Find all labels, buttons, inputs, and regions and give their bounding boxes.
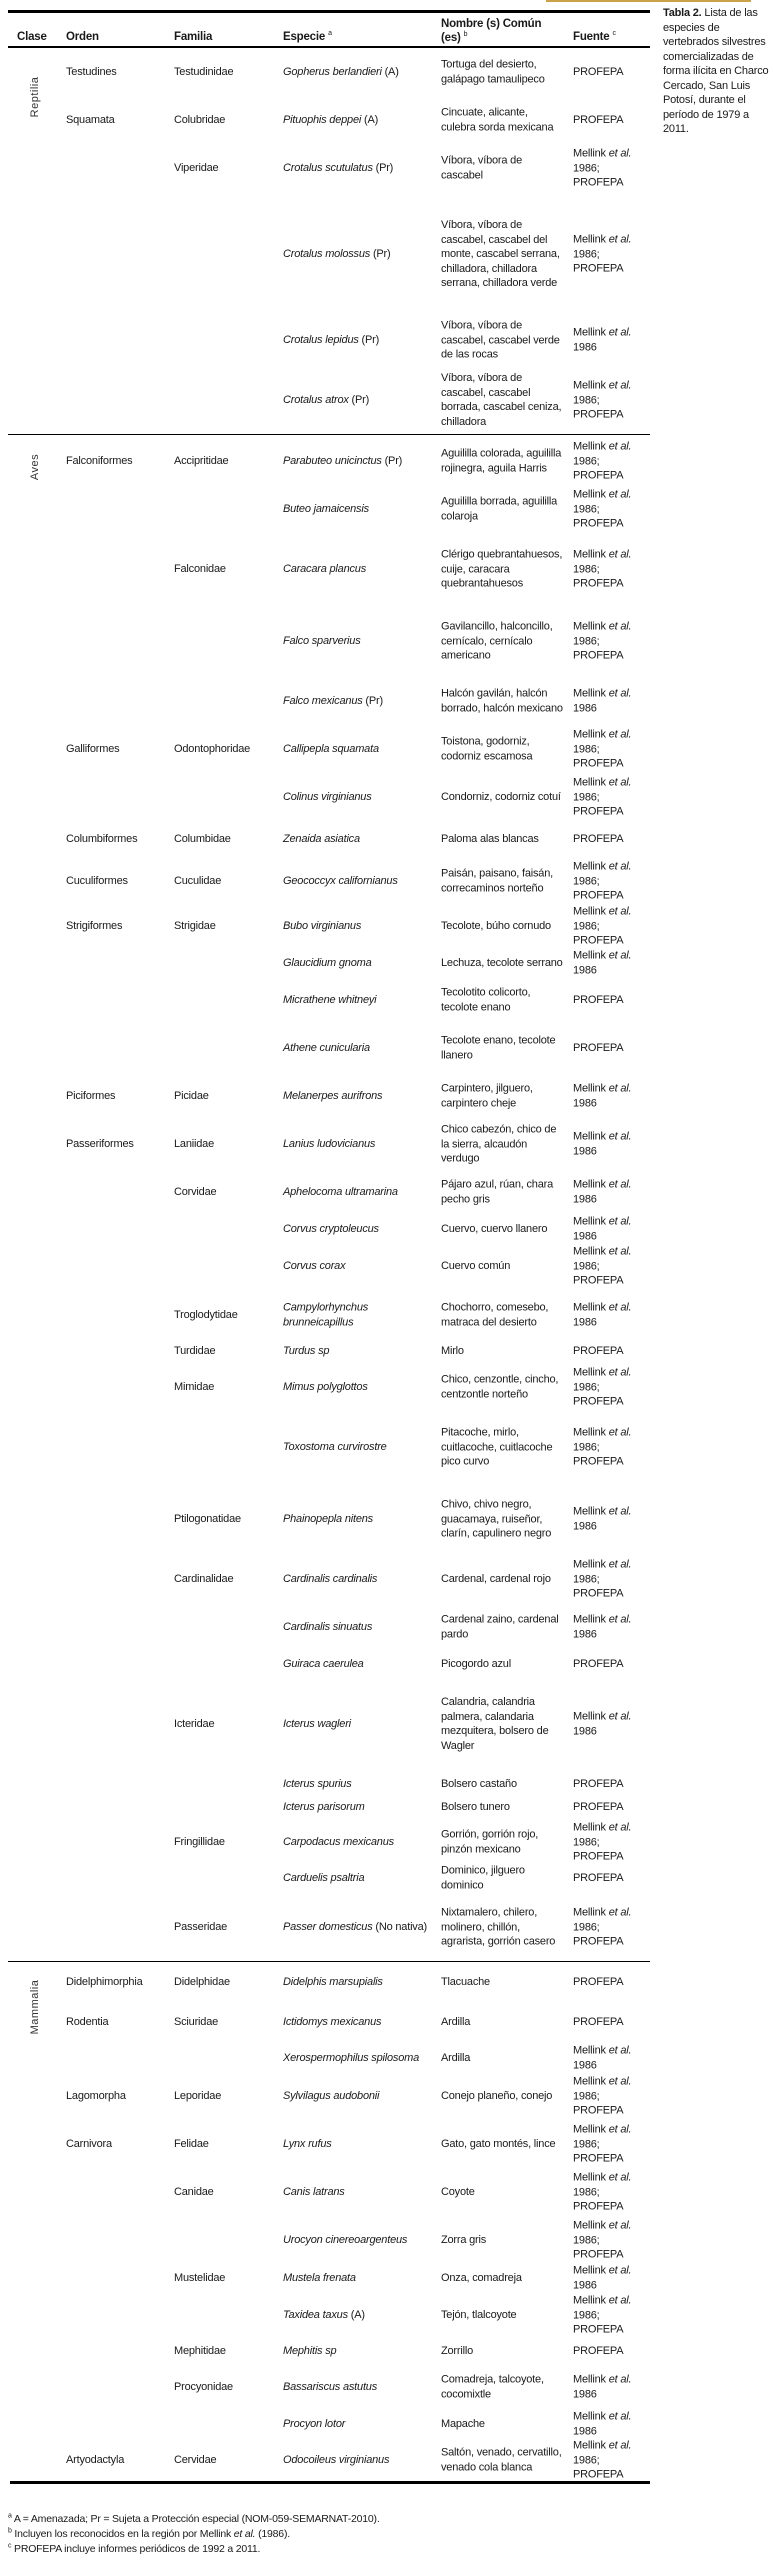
nombre-comun-cell: Tlacuache bbox=[441, 1975, 490, 1988]
nombre-comun-cell: Aguililla borrada, aguililla colaroja bbox=[441, 495, 558, 522]
footnote-text: A = Amenazada; Pr = Sujeta a Protección especial (NOM-059-SEMARNAT-2010). bbox=[13, 2513, 380, 2525]
species-name: Procyon lotor bbox=[283, 2417, 346, 2430]
fuente-cell: Mellink et al. 1986; PROFEPA bbox=[573, 440, 632, 482]
nombre-comun-cell: Halcón gavilán, halcón borrado, halcón mexicano bbox=[441, 687, 563, 714]
species-name: Turdus sp bbox=[283, 1344, 330, 1357]
species-name: Sylvilagus audobonii bbox=[283, 2089, 380, 2102]
especie-cell bbox=[283, 65, 437, 80]
fuente-cell: PROFEPA bbox=[573, 65, 624, 78]
species-name: Toxostoma curvirostre bbox=[283, 1440, 387, 1453]
fuente-cell: Mellink et al. 1986; PROFEPA bbox=[573, 905, 632, 947]
nombre-comun-cell: Cardenal zaino, cardenal pardo bbox=[441, 1613, 559, 1640]
nombre-comun-cell: Mapache bbox=[441, 2417, 485, 2430]
nombre-comun-cell: Cuervo, cuervo llanero bbox=[441, 1222, 548, 1235]
species-name: Gopherus berlandieri bbox=[283, 65, 382, 78]
species-name: Crotalus scutulatus bbox=[283, 161, 373, 174]
fuente-cell: Mellink et al. 1986; PROFEPA bbox=[573, 1821, 632, 1863]
nombre-comun-cell: Gato, gato montés, lince bbox=[441, 2137, 556, 2150]
species-name: Icterus wagleri bbox=[283, 1717, 351, 1730]
nombre-comun-cell: Chico, cenzontle, cincho, centzontle norteño bbox=[441, 1373, 559, 1400]
footnote-mark: a bbox=[8, 2512, 12, 2520]
species-name: Crotalus atrox bbox=[283, 393, 349, 406]
species-name: Passer domesticus bbox=[283, 1920, 373, 1933]
familia-cell: Odontophoridae bbox=[174, 742, 251, 755]
conservation-status: (Pr) bbox=[361, 333, 380, 346]
fuente-cell: Mellink et al. 1986 bbox=[573, 2264, 632, 2291]
nombre-comun-cell: Ardilla bbox=[441, 2051, 471, 2064]
species-name: Geococcyx californianus bbox=[283, 874, 398, 887]
species-name: Icterus parisorum bbox=[283, 1800, 365, 1813]
nombre-comun-cell: Víbora, víbora de cascabel bbox=[441, 154, 522, 181]
familia-cell: Laniidae bbox=[174, 1137, 214, 1150]
fuente-cell: Mellink et al. 1986; PROFEPA bbox=[573, 2075, 632, 2117]
orden-cell: Artyodactyla bbox=[66, 2453, 125, 2466]
especie-cell bbox=[283, 2185, 437, 2200]
fuente-cell: Mellink et al. 1986; PROFEPA bbox=[573, 776, 632, 818]
conservation-status: (A) bbox=[384, 65, 399, 78]
species-name: Glaucidium gnoma bbox=[283, 956, 372, 969]
fuente-cell: Mellink et al. 1986 bbox=[573, 1301, 632, 1328]
especie-cell bbox=[283, 1259, 437, 1274]
nombre-comun-cell: Tecolote enano, tecolote llanero bbox=[441, 1034, 556, 1061]
table-bottom-rule bbox=[10, 2481, 650, 2484]
footnote-a bbox=[8, 2512, 380, 2527]
fuente-cell: Mellink et al. 1986; PROFEPA bbox=[573, 2439, 632, 2481]
nombre-comun-cell: Pitacoche, mirlo, cuitlacoche, cuitlacoche pico curvo bbox=[441, 1426, 553, 1468]
species-name: Falco mexicanus bbox=[283, 694, 363, 707]
fuente-cell: Mellink et al. 1986; PROFEPA bbox=[573, 860, 632, 902]
orden-cell: Squamata bbox=[66, 113, 115, 126]
especie-cell bbox=[283, 1512, 437, 1527]
species-name: Lanius ludovicianus bbox=[283, 1137, 376, 1150]
familia-cell: Mephitidae bbox=[174, 2344, 226, 2357]
species-name: Bubo virginianus bbox=[283, 919, 362, 932]
species-name: Carduelis psaltria bbox=[283, 1871, 365, 1884]
nombre-comun-cell: Zorrillo bbox=[441, 2344, 474, 2357]
especie-cell bbox=[283, 956, 437, 971]
species-name: Taxidea taxus bbox=[283, 2308, 348, 2321]
especie-cell bbox=[283, 1975, 437, 1990]
species-name: Crotalus molossus bbox=[283, 247, 371, 260]
fuente-cell: Mellink et al. 1986; PROFEPA bbox=[573, 2294, 632, 2336]
nombre-comun-cell: Tecolote, búho cornudo bbox=[441, 919, 551, 932]
nombre-comun-cell: Onza, comadreja bbox=[441, 2271, 522, 2284]
familia-cell: Falconidae bbox=[174, 562, 226, 575]
orden-cell: Rodentia bbox=[66, 2015, 109, 2028]
fuente-cell: Mellink et al. 1986; PROFEPA bbox=[573, 1426, 632, 1468]
nombre-comun-cell: Toistona, godorniz, codorniz escamosa bbox=[441, 735, 533, 762]
fuente-cell: Mellink et al. 1986 bbox=[573, 1215, 632, 1242]
nombre-comun-cell: Aguililla colorada, aguililla rojinegra, aguila Harris bbox=[441, 447, 562, 474]
footnote-b bbox=[8, 2527, 290, 2542]
fuente-cell: Mellink et al. 1986; PROFEPA bbox=[573, 233, 632, 275]
fuente-cell: Mellink et al. 1986 bbox=[573, 1130, 632, 1157]
nombre-comun-cell: Gorrión, gorrión rojo, pinzón mexicano bbox=[441, 1828, 539, 1855]
familia-cell: Cervidae bbox=[174, 2453, 217, 2466]
nombre-comun-cell: Zorra gris bbox=[441, 2233, 487, 2246]
especie-cell bbox=[283, 2271, 437, 2286]
fuente-cell: Mellink et al. 1986; PROFEPA bbox=[573, 1366, 632, 1408]
header-fuente bbox=[573, 30, 616, 44]
especie-cell bbox=[283, 1440, 437, 1455]
conservation-status: (A) bbox=[350, 2308, 365, 2321]
especie-cell bbox=[283, 1717, 437, 1732]
especie-cell bbox=[283, 1222, 437, 1237]
conservation-status: (Pr) bbox=[372, 247, 391, 260]
fuente-cell: PROFEPA bbox=[573, 1975, 624, 1988]
nombre-comun-cell: Cuervo común bbox=[441, 1259, 511, 1272]
species-name: Corvus cryptoleucus bbox=[283, 1222, 379, 1235]
fuente-cell: PROFEPA bbox=[573, 2344, 624, 2357]
caption-label: Tabla 2. bbox=[663, 7, 702, 19]
header-clase: Clase bbox=[17, 31, 47, 43]
especie-cell bbox=[283, 2380, 437, 2395]
fuente-cell: Mellink et al. 1986 bbox=[573, 1613, 632, 1640]
species-name: Mustela frenata bbox=[283, 2271, 356, 2284]
familia-cell: Columbidae bbox=[174, 832, 231, 845]
nombre-comun-cell: Picogordo azul bbox=[441, 1657, 511, 1670]
header-nombre bbox=[441, 17, 551, 45]
fuente-cell: Mellink et al. 1986; PROFEPA bbox=[573, 2171, 632, 2213]
species-name: Icterus spurius bbox=[283, 1777, 352, 1790]
familia-cell: Corvidae bbox=[174, 1185, 217, 1198]
especie-cell bbox=[283, 1301, 437, 1330]
orden-cell: Galliformes bbox=[66, 742, 120, 755]
header-especie bbox=[283, 30, 332, 44]
fuente-cell: Mellink et al. 1986; PROFEPA bbox=[573, 1558, 632, 1600]
header-especie-note: a bbox=[328, 30, 332, 38]
species-name: Guiraca caerulea bbox=[283, 1657, 364, 1670]
especie-cell bbox=[283, 1920, 437, 1935]
fuente-cell: Mellink et al. 1986 bbox=[573, 1178, 632, 1205]
especie-cell bbox=[283, 1041, 437, 1056]
footnote-mark: c bbox=[8, 2542, 12, 2550]
especie-cell bbox=[283, 2308, 437, 2323]
nombre-comun-cell: Comadreja, talcoyote, cocomixtle bbox=[441, 2373, 544, 2400]
species-name: Campylorhynchus brunneicapillus bbox=[283, 1301, 369, 1328]
header-fuente-note: c bbox=[612, 30, 616, 38]
nombre-comun-cell: Tortuga del desierto, galápago tamaulipeco bbox=[441, 58, 545, 85]
familia-cell: Passeridae bbox=[174, 1920, 228, 1933]
especie-cell bbox=[283, 247, 437, 262]
especie-cell bbox=[283, 832, 437, 847]
especie-cell bbox=[283, 790, 437, 805]
nombre-comun-cell: Mirlo bbox=[441, 1344, 464, 1357]
species-name: Bassariscus astutus bbox=[283, 2380, 378, 2393]
fuente-cell: Mellink et al. 1986 bbox=[573, 2044, 632, 2071]
orden-cell: Columbiformes bbox=[66, 832, 138, 845]
header-especie-label: Especie bbox=[283, 31, 326, 43]
especie-cell bbox=[283, 2089, 437, 2104]
species-name: Colinus virginianus bbox=[283, 790, 372, 803]
fuente-cell: PROFEPA bbox=[573, 2015, 624, 2028]
especie-cell bbox=[283, 1777, 437, 1792]
footnote-text: PROFEPA incluye informes periódicos de 1992 a 2011. bbox=[14, 2543, 261, 2555]
conservation-status: (Pr) bbox=[384, 454, 403, 467]
species-name: Melanerpes aurifrons bbox=[283, 1089, 383, 1102]
class-label-reptilia: Reptilia bbox=[29, 76, 41, 118]
species-name: Crotalus lepidus bbox=[283, 333, 359, 346]
nombre-comun-cell: Saltón, venado, cervatillo, venado cola blanca bbox=[441, 2446, 562, 2473]
familia-cell: Leporidae bbox=[174, 2089, 222, 2102]
especie-cell bbox=[283, 993, 437, 1008]
header-bottom-rule bbox=[8, 46, 650, 48]
species-name: Canis latrans bbox=[283, 2185, 345, 2198]
nombre-comun-cell: Paloma alas blancas bbox=[441, 832, 539, 845]
fuente-cell: Mellink et al. 1986; PROFEPA bbox=[573, 728, 632, 770]
fuente-cell: PROFEPA bbox=[573, 993, 624, 1006]
fuente-cell: PROFEPA bbox=[573, 832, 624, 845]
especie-cell bbox=[283, 1871, 437, 1886]
fuente-cell: Mellink et al. 1986; PROFEPA bbox=[573, 548, 632, 590]
fuente-cell: PROFEPA bbox=[573, 1777, 624, 1790]
header-familia: Familia bbox=[174, 31, 213, 43]
familia-cell: Strigidae bbox=[174, 919, 216, 932]
nombre-comun-cell: Bolsero tunero bbox=[441, 1800, 510, 1813]
header-nombre-label: Nombre (s) Común (es) bbox=[441, 18, 542, 44]
familia-cell: Picidae bbox=[174, 1089, 209, 1102]
especie-cell bbox=[283, 161, 437, 176]
familia-cell: Procyonidae bbox=[174, 2380, 233, 2393]
fuente-cell: Mellink et al. 1986 bbox=[573, 2373, 632, 2400]
species-name: Carpodacus mexicanus bbox=[283, 1835, 394, 1848]
especie-cell bbox=[283, 874, 437, 889]
species-name: Cardinalis sinuatus bbox=[283, 1620, 373, 1633]
footnote-text: Incluyen los reconocidos en la región por Mellink et al. (1986). bbox=[14, 2528, 290, 2540]
familia-cell: Mustelidae bbox=[174, 2271, 226, 2284]
species-name: Odocoileus virginianus bbox=[283, 2453, 390, 2466]
header-orden: Orden bbox=[66, 31, 99, 43]
nombre-comun-cell: Víbora, víbora de cascabel, cascabel del monte, cascabel serrana, chilladora, chilladora serrana, chilladora verde bbox=[441, 218, 560, 289]
especie-cell bbox=[283, 454, 437, 469]
fuente-cell: Mellink et al. 1986; PROFEPA bbox=[573, 2219, 632, 2261]
nombre-comun-cell: Tecolotito colicorto, tecolote enano bbox=[441, 986, 531, 1013]
table-top-rule bbox=[8, 10, 650, 13]
fuente-cell: Mellink et al. 1986 bbox=[573, 1505, 632, 1532]
especie-cell bbox=[283, 742, 437, 757]
familia-cell: Troglodytidae bbox=[174, 1308, 238, 1321]
nombre-comun-cell: Víbora, víbora de cascabel, cascabel verde de las rocas bbox=[441, 319, 560, 361]
nombre-comun-cell: Calandria, calandria palmera, calandaria mezquitera, bolsero de Wagler bbox=[441, 1696, 549, 1752]
nombre-comun-cell: Condorniz, codorniz cotuí bbox=[441, 790, 561, 803]
orden-cell: Strigiformes bbox=[66, 919, 123, 932]
especie-cell bbox=[283, 1657, 437, 1672]
orden-cell: Piciformes bbox=[66, 1089, 116, 1102]
species-name: Ictidomys mexicanus bbox=[283, 2015, 382, 2028]
nombre-comun-cell: Dominico, jilguero dominico bbox=[441, 1864, 525, 1891]
familia-cell: Sciuridae bbox=[174, 2015, 219, 2028]
familia-cell: Turdidae bbox=[174, 1344, 216, 1357]
nombre-comun-cell: Conejo planeño, conejo bbox=[441, 2089, 553, 2102]
especie-cell bbox=[283, 2051, 437, 2066]
fuente-cell: Mellink et al. 1986 bbox=[573, 687, 632, 714]
especie-cell bbox=[283, 1800, 437, 1815]
especie-cell bbox=[283, 1835, 437, 1850]
fuente-cell: PROFEPA bbox=[573, 1871, 624, 1884]
fuente-cell: Mellink et al. 1986; PROFEPA bbox=[573, 1245, 632, 1287]
fuente-cell: Mellink et al. 1986 bbox=[573, 1082, 632, 1109]
especie-cell bbox=[283, 919, 437, 934]
orden-cell: Falconiformes bbox=[66, 454, 133, 467]
class-label-aves: Aves bbox=[29, 453, 41, 481]
species-name: Buteo jamaicensis bbox=[283, 502, 369, 515]
fuente-cell: Mellink et al. 1986; PROFEPA bbox=[573, 2123, 632, 2165]
nombre-comun-cell: Lechuza, tecolote serrano bbox=[441, 956, 563, 969]
orden-cell: Testudines bbox=[66, 65, 117, 78]
fuente-cell: Mellink et al. 1986 bbox=[573, 1710, 632, 1737]
especie-cell bbox=[283, 1620, 437, 1635]
class-separator bbox=[8, 1961, 650, 1962]
especie-cell bbox=[283, 634, 437, 649]
orden-cell: Didelphimorphia bbox=[66, 1975, 143, 1988]
familia-cell: Icteridae bbox=[174, 1717, 215, 1730]
nombre-comun-cell: Pájaro azul, rúan, chara pecho gris bbox=[441, 1178, 553, 1205]
familia-cell: Mimidae bbox=[174, 1380, 215, 1393]
species-name: Callipepla squamata bbox=[283, 742, 379, 755]
familia-cell: Fringillidae bbox=[174, 1835, 225, 1848]
familia-cell: Viperidae bbox=[174, 161, 219, 174]
species-name: Athene cunicularia bbox=[283, 1041, 370, 1054]
especie-cell bbox=[283, 562, 437, 577]
nombre-comun-cell: Coyote bbox=[441, 2185, 475, 2198]
fuente-cell: PROFEPA bbox=[573, 1041, 624, 1054]
nombre-comun-cell: Clérigo quebrantahuesos, cuije, caracara quebrantahuesos bbox=[441, 548, 563, 590]
orden-cell: Cuculiformes bbox=[66, 874, 128, 887]
especie-cell bbox=[283, 2453, 437, 2468]
fuente-cell: Mellink et al. 1986; PROFEPA bbox=[573, 488, 632, 530]
nombre-comun-cell: Carpintero, jilguero, carpintero cheje bbox=[441, 1082, 533, 1109]
nombre-comun-cell: Ardilla bbox=[441, 2015, 471, 2028]
species-name: Caracara plancus bbox=[283, 562, 367, 575]
fuente-cell: PROFEPA bbox=[573, 113, 624, 126]
conservation-status: (Pr) bbox=[375, 161, 394, 174]
especie-cell bbox=[283, 2015, 437, 2030]
familia-cell: Didelphidae bbox=[174, 1975, 230, 1988]
fuente-cell: Mellink et al. 1986; PROFEPA bbox=[573, 1906, 632, 1948]
familia-cell: Colubridae bbox=[174, 113, 226, 126]
accent-bar bbox=[546, 0, 751, 2]
species-name: Xerospermophilus spilosoma bbox=[283, 2051, 420, 2064]
especie-cell bbox=[283, 694, 437, 709]
fuente-cell: Mellink et al. 1986 bbox=[573, 2410, 632, 2437]
species-name: Micrathene whitneyi bbox=[283, 993, 377, 1006]
especie-cell bbox=[283, 1089, 437, 1104]
species-name: Mimus polyglottos bbox=[283, 1380, 368, 1393]
familia-cell: Ptilogonatidae bbox=[174, 1512, 241, 1525]
especie-cell bbox=[283, 393, 437, 408]
species-name: Phainopepla nitens bbox=[283, 1512, 373, 1525]
nombre-comun-cell: Chico cabezón, chico de la sierra, alcaudón verdugo bbox=[441, 1123, 557, 1165]
species-name: Urocyon cinereoargenteus bbox=[283, 2233, 408, 2246]
orden-cell: Carnivora bbox=[66, 2137, 112, 2150]
especie-cell bbox=[283, 333, 437, 348]
nombre-comun-cell: Chochorro, comesebo, matraca del desierto bbox=[441, 1301, 549, 1328]
fuente-cell: Mellink et al. 1986; PROFEPA bbox=[573, 379, 632, 421]
nombre-comun-cell: Cardenal, cardenal rojo bbox=[441, 1572, 551, 1585]
species-name: Corvus corax bbox=[283, 1259, 346, 1272]
especie-cell bbox=[283, 1572, 437, 1587]
especie-cell bbox=[283, 502, 437, 517]
species-name: Parabuteo unicinctus bbox=[283, 454, 382, 467]
species-name: Mephitis sp bbox=[283, 2344, 337, 2357]
nombre-comun-cell: Cincuate, alicante, culebra sorda mexicana bbox=[441, 106, 554, 133]
fuente-cell: Mellink et al. 1986 bbox=[573, 949, 632, 976]
species-name: Aphelocoma ultramarina bbox=[283, 1185, 398, 1198]
especie-cell bbox=[283, 2417, 437, 2432]
conservation-status: (Pr) bbox=[365, 694, 383, 707]
nombre-comun-cell: Víbora, víbora de cascabel, cascabel borrada, cascabel ceniza, chilladora bbox=[441, 372, 562, 428]
species-name: Lynx rufus bbox=[283, 2137, 332, 2150]
table-caption bbox=[663, 6, 773, 137]
footnote-c bbox=[8, 2542, 260, 2557]
familia-cell: Cardinalidae bbox=[174, 1572, 234, 1585]
species-name: Zenaida asiatica bbox=[283, 832, 360, 845]
nombre-comun-cell: Nixtamalero, chilero, molinero, chillón, agrarista, gorrión casero bbox=[441, 1906, 556, 1948]
species-name: Falco sparverius bbox=[283, 634, 361, 647]
species-name: Pituophis deppei bbox=[283, 113, 362, 126]
especie-cell bbox=[283, 2344, 437, 2359]
footnote-mark: b bbox=[8, 2527, 12, 2535]
fuente-cell: PROFEPA bbox=[573, 1344, 624, 1357]
especie-cell bbox=[283, 1137, 437, 1152]
caption-text: Lista de las especies de vertebrados silvestres comercializadas de forma ilícita en Charco Cercado, San Luis Potosí, durante el período de 1979 a 2011. bbox=[663, 7, 769, 135]
species-name: Didelphis marsupialis bbox=[283, 1975, 383, 1988]
conservation-status: (Pr) bbox=[351, 393, 370, 406]
species-name: Cardinalis cardinalis bbox=[283, 1572, 378, 1585]
class-label-mammalia: Mammalia bbox=[29, 1979, 41, 2035]
conservation-status: (No nativa) bbox=[375, 1920, 427, 1933]
especie-cell bbox=[283, 2233, 437, 2248]
fuente-cell: Mellink et al. 1986; PROFEPA bbox=[573, 620, 632, 662]
especie-cell bbox=[283, 113, 437, 128]
orden-cell: Lagomorpha bbox=[66, 2089, 126, 2102]
especie-cell bbox=[283, 2137, 437, 2152]
fuente-cell: Mellink et al. 1986; PROFEPA bbox=[573, 147, 632, 189]
orden-cell: Passeriformes bbox=[66, 1137, 134, 1150]
header-fuente-label: Fuente bbox=[573, 31, 610, 43]
especie-cell bbox=[283, 1185, 437, 1200]
fuente-cell: Mellink et al. 1986 bbox=[573, 326, 632, 353]
nombre-comun-cell: Bolsero castaño bbox=[441, 1777, 517, 1790]
familia-cell: Testudinidae bbox=[174, 65, 234, 78]
familia-cell: Cuculidae bbox=[174, 874, 222, 887]
fuente-cell: PROFEPA bbox=[573, 1657, 624, 1670]
nombre-comun-cell: Tejón, tlalcoyote bbox=[441, 2308, 517, 2321]
nombre-comun-cell: Chivo, chivo negro, guacamaya, ruiseñor, clarín, capulinero negro bbox=[441, 1498, 552, 1540]
header-nombre-note: b bbox=[463, 31, 468, 39]
especie-cell bbox=[283, 1380, 437, 1395]
familia-cell: Accipritidae bbox=[174, 454, 229, 467]
fuente-cell: PROFEPA bbox=[573, 1800, 624, 1813]
class-separator bbox=[8, 434, 650, 435]
nombre-comun-cell: Paisán, paisano, faisán, correcaminos norteño bbox=[441, 867, 553, 894]
familia-cell: Canidae bbox=[174, 2185, 214, 2198]
especie-cell bbox=[283, 1344, 437, 1359]
conservation-status: (A) bbox=[364, 113, 379, 126]
familia-cell: Felidae bbox=[174, 2137, 209, 2150]
nombre-comun-cell: Gavilancillo, halconcillo, cernícalo, cernícalo americano bbox=[441, 620, 553, 662]
